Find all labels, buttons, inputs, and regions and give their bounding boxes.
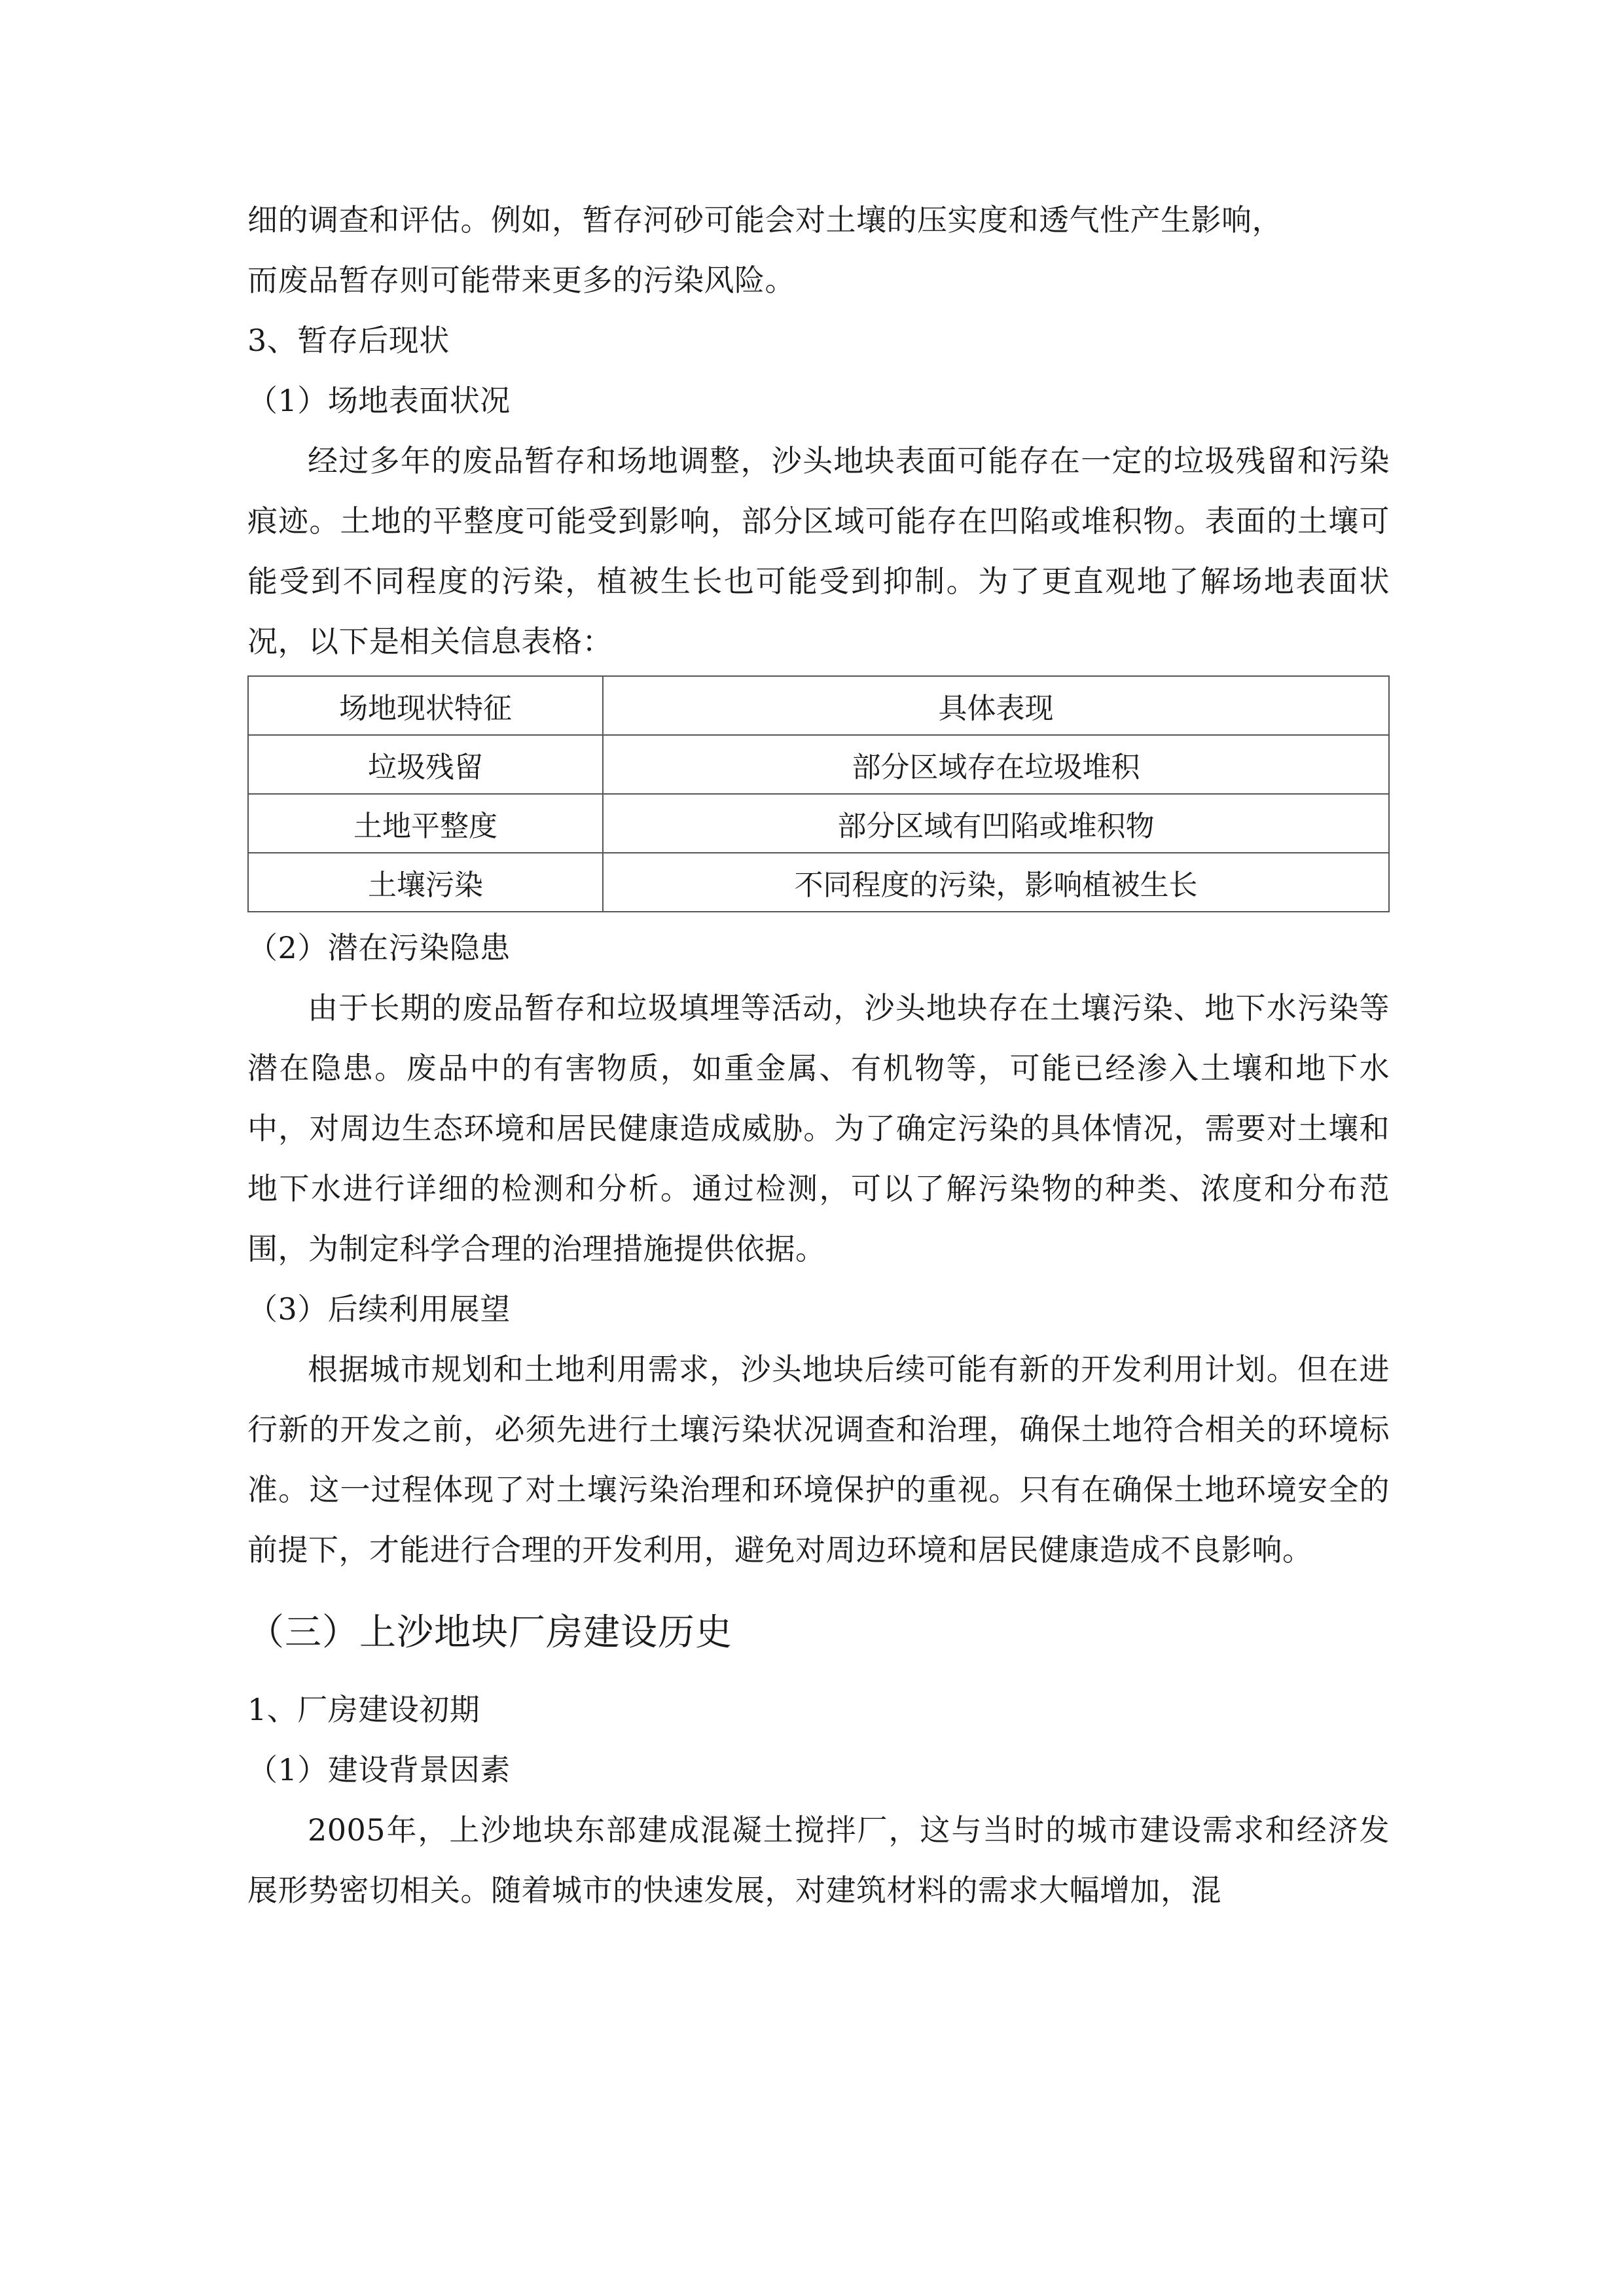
subheading-surface-status: （1）场地表面状况 <box>247 383 511 418</box>
subheading-future-use: （3）后续利用展望 <box>247 1291 511 1327</box>
table-row <box>248 794 1389 853</box>
subheading-pollution-risk: （2）潜在污染隐患 <box>247 930 511 965</box>
table-header-row <box>248 676 1389 735</box>
table-cell: 土地平整度 <box>248 794 603 853</box>
document-page <box>247 190 1390 1920</box>
section-heading-early-construction: 1、厂房建设初期 <box>247 1692 480 1727</box>
table-cell: 不同程度的污染，影响植被生长 <box>603 853 1389 912</box>
table-cell: 部分区域有凹陷或堆积物 <box>603 794 1389 853</box>
paragraph-future-use: 根据城市规划和土地利用需求，沙头地块后续可能有新的开发利用计划。但在进行新的开发之前，必须先进行土壤污染状况调查和治理，确保土地符合相关的环境标准。这一过程体现了对土壤污染治理和环境保护的重视。只有在确保土地环境安全的前提下，才能进行合理的开发利用，避免对周边环境和居民健康造成不良影响。 <box>247 1352 1390 1568</box>
table-cell: 垃圾残留 <box>248 735 603 794</box>
table-row <box>248 735 1389 794</box>
site-status-table <box>247 675 1390 912</box>
section-heading-3: 3、暂存后现状 <box>247 323 450 358</box>
continuation-line-1: 细的调查和评估。例如，暂存河砂可能会对土壤的压实度和透气性产生影响， <box>247 202 1282 238</box>
continuation-line-2: 而废品暂存则可能带来更多的污染风险。 <box>247 262 795 298</box>
table-cell: 土壤污染 <box>248 853 603 912</box>
subheading-construction-background: （1）建设背景因素 <box>247 1752 511 1787</box>
paragraph-pollution-risk: 由于长期的废品暂存和垃圾填埋等活动，沙头地块存在土壤污染、地下水污染等潜在隐患。废品中的有害物质，如重金属、有机物等，可能已经渗入土壤和地下水中，对周边生态环境和居民健康造成威胁。为了确定污染的具体情况，需要对土壤和地下水进行详细的检测和分析。通过检测，可以了解污染物的种类、浓度和分布范围，为制定科学合理的治理措施提供依据。 <box>247 990 1390 1266</box>
table-cell: 部分区域存在垃圾堆积 <box>603 735 1389 794</box>
paragraph-surface-status: 经过多年的废品暂存和场地调整，沙头地块表面可能存在一定的垃圾残留和污染痕迹。土地的平整度可能受到影响，部分区域可能存在凹陷或堆积物。表面的土壤可能受到不同程度的污染，植被生长也可能受到抑制。为了更直观地了解场地表面状况，以下是相关信息表格： <box>247 443 1390 659</box>
table-header-cell: 具体表现 <box>603 676 1389 735</box>
table-header-cell: 场地现状特征 <box>248 676 603 735</box>
table-row <box>248 853 1389 912</box>
paragraph-construction-background: 2005年，上沙地块东部建成混凝土搅拌厂，这与当时的城市建设需求和经济发展形势密切相关。随着城市的快速发展，对建筑材料的需求大幅增加，混 <box>247 1812 1390 1908</box>
chapter-heading-factory-history: （三）上沙地块厂房建设历史 <box>247 1611 732 1654</box>
